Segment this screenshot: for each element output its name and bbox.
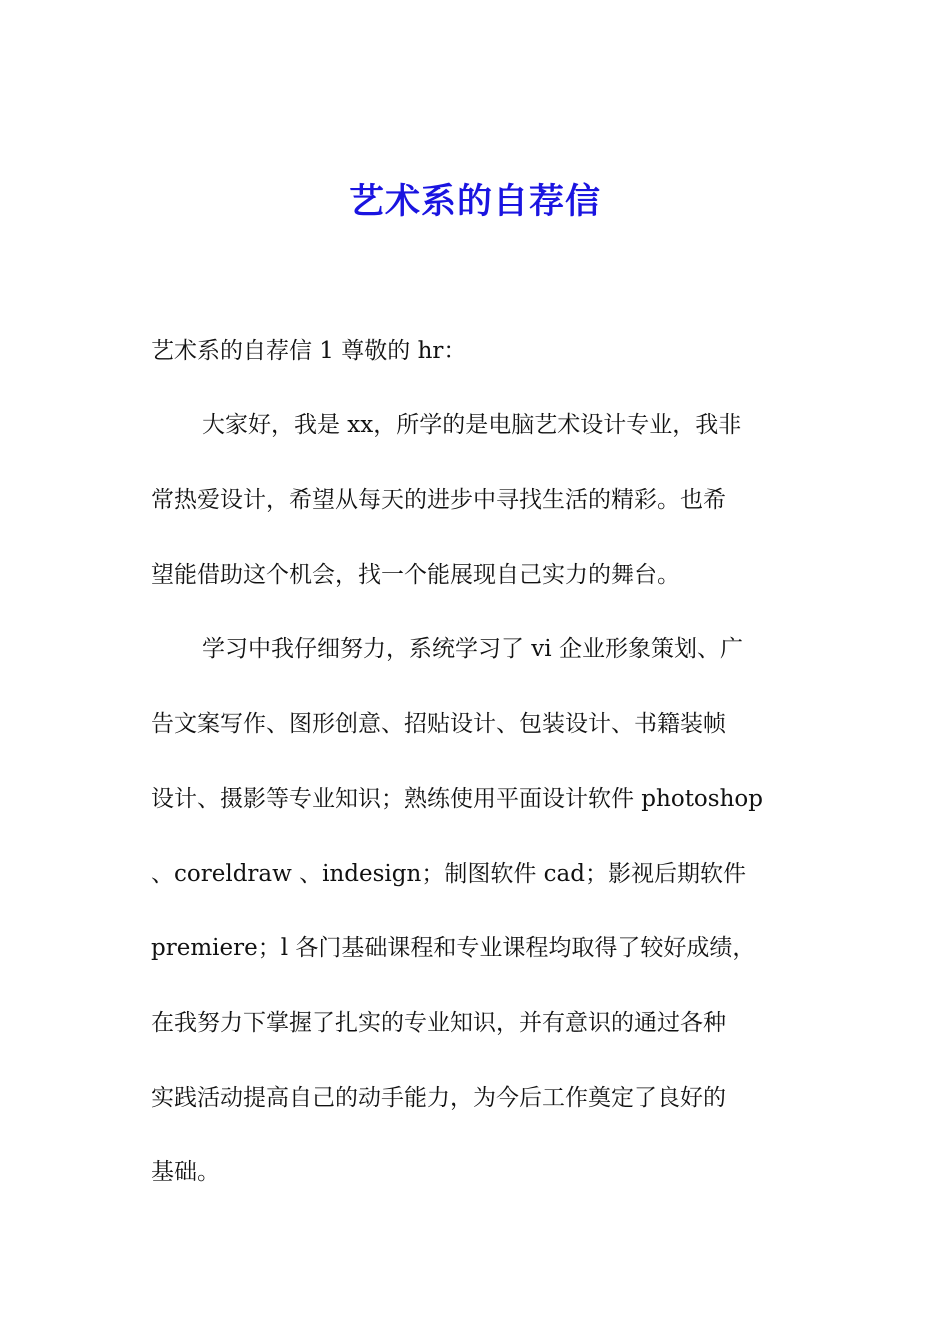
paragraph-2-line-3: 设计、摄影等专业知识；熟练使用平面设计软件 photoshop xyxy=(151,786,763,812)
paragraph-2-line-1: 学习中我仔细努力，系统学习了 vi 企业形象策划、广 xyxy=(202,636,743,662)
paragraph-2-line-4: 、coreldraw 、indesign；制图软件 cad；影视后期软件 xyxy=(151,861,746,887)
paragraph-1-line-2: 常热爱设计，希望从每天的进步中寻找生活的精彩。也希 xyxy=(151,487,726,513)
salutation-line: 艺术系的自荐信 1 尊敬的 hr： xyxy=(151,338,467,364)
document-title: 艺术系的自荐信 xyxy=(348,182,601,222)
paragraph-1-line-3: 望能借助这个机会，找一个能展现自己实力的舞台。 xyxy=(151,562,680,588)
paragraph-2-line-2: 告文案写作、图形创意、招贴设计、包装设计、书籍装帧 xyxy=(151,711,726,737)
paragraph-2-line-6: 在我努力下掌握了扎实的专业知识，并有意识的通过各种 xyxy=(151,1010,726,1036)
paragraph-2-line-8: 基础。 xyxy=(151,1159,220,1185)
paragraph-2-line-7: 实践活动提高自己的动手能力，为今后工作奠定了良好的 xyxy=(151,1085,726,1111)
paragraph-1-line-1: 大家好，我是 xx，所学的是电脑艺术设计专业，我非 xyxy=(202,412,742,438)
paragraph-2-line-5: premiere；l 各门基础课程和专业课程均取得了较好成绩， xyxy=(151,935,756,961)
